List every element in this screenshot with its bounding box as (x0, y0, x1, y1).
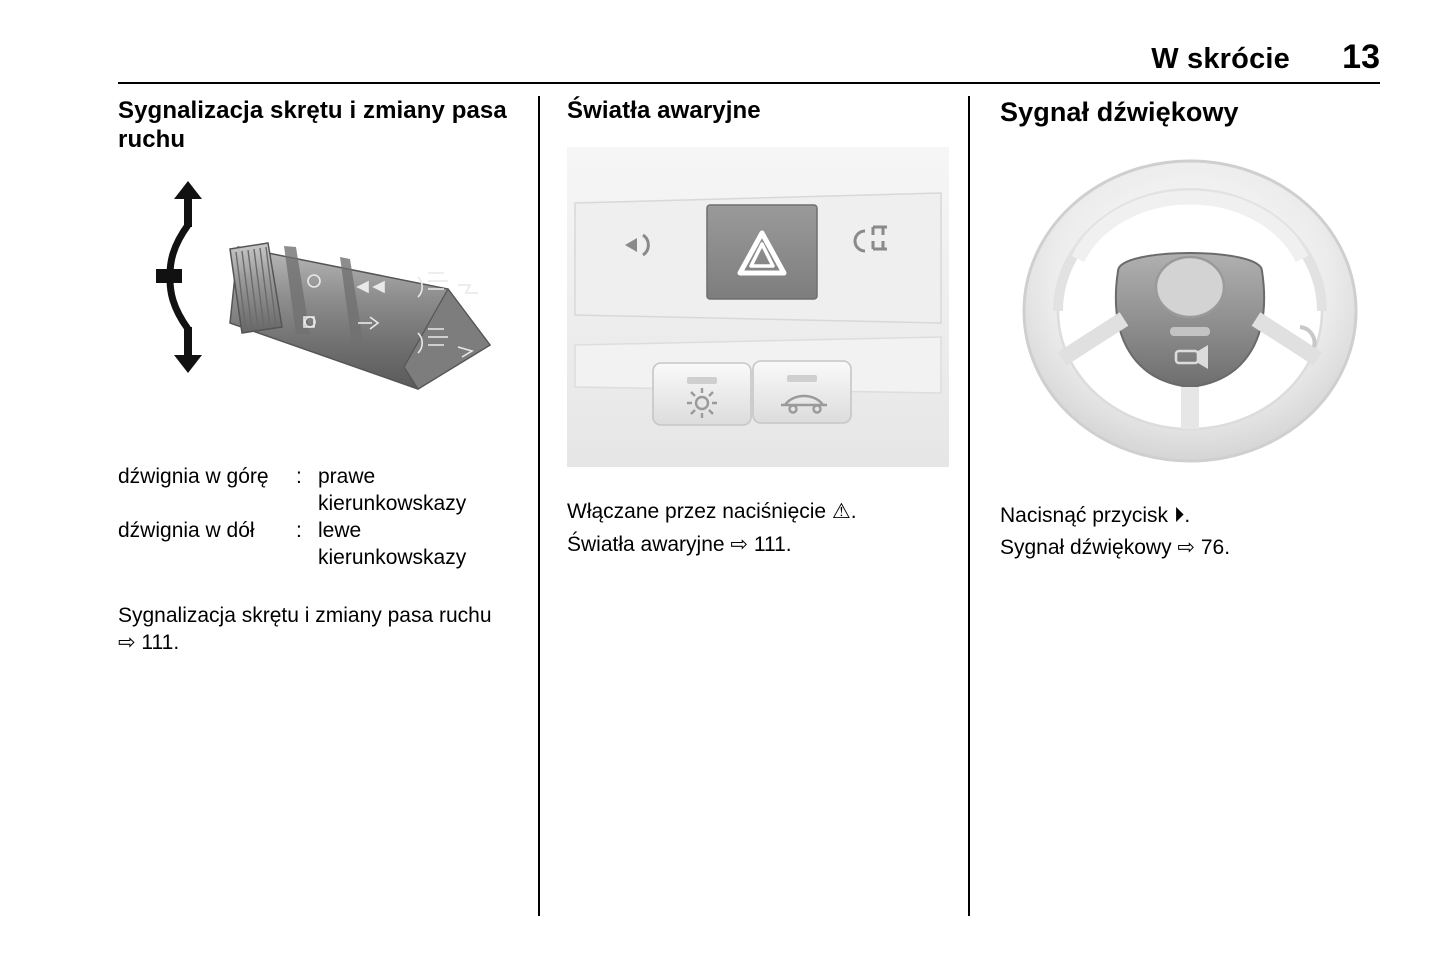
definition-row (118, 517, 508, 572)
hazard-warning-switch-panel-illustration (567, 147, 949, 467)
turn-signal-cross-reference: Sygnalizacja skrętu i zmiany pasa ruchu ⇨ 111. (118, 603, 492, 655)
hazard-lights-text (567, 495, 938, 561)
section-title-horn: Sygnał dźwiękowy (1000, 97, 1239, 127)
definition-row (118, 463, 508, 518)
hazard-activation-line (567, 495, 938, 529)
definition-description: prawe kierunkowskazy (318, 464, 467, 515)
turn-signal-stalk-illustration (118, 177, 508, 435)
warning-triangle-icon: ⚠ (831, 499, 851, 524)
hazard-activation-prefix: Włączane przez naciśnięcie (567, 500, 832, 524)
page-title: W skrócie (1151, 43, 1290, 75)
definition-description: lewe kierunkowskazy (318, 519, 467, 570)
column-hazard-lights (538, 96, 968, 916)
hazard-cross-reference: Światła awaryjne ⇨ 111. (567, 532, 792, 556)
horn-icon: ⏵ (1173, 502, 1185, 527)
horn-activation-prefix: Nacisnąć przycisk (1000, 503, 1174, 527)
definition-colon: : (296, 464, 302, 488)
turn-signal-definitions (118, 463, 508, 572)
horn-text (1000, 499, 1380, 565)
definition-term: dźwignia w dół (118, 519, 255, 543)
horn-activation-line (1000, 499, 1380, 533)
horn-activation-suffix: . (1184, 503, 1191, 527)
header-divider (118, 82, 1380, 84)
column-turn-signal (118, 96, 538, 916)
page-header (118, 38, 1380, 77)
horn-cross-reference: Sygnał dźwiękowy ⇨ 76. (1000, 536, 1231, 560)
page-number: 13 (1342, 38, 1380, 76)
section-title-turn-signal: Sygnalizacja skrętu i zmiany pasa ruchu (118, 97, 507, 154)
page-columns (118, 96, 1380, 916)
hazard-activation-suffix: . (850, 500, 857, 524)
steering-wheel-horn-illustration (1000, 151, 1380, 471)
definition-term: dźwignia w górę (118, 464, 269, 488)
column-horn (968, 96, 1380, 916)
section-title-hazard-lights: Światła awaryjne (567, 97, 761, 124)
definition-colon: : (296, 519, 302, 543)
